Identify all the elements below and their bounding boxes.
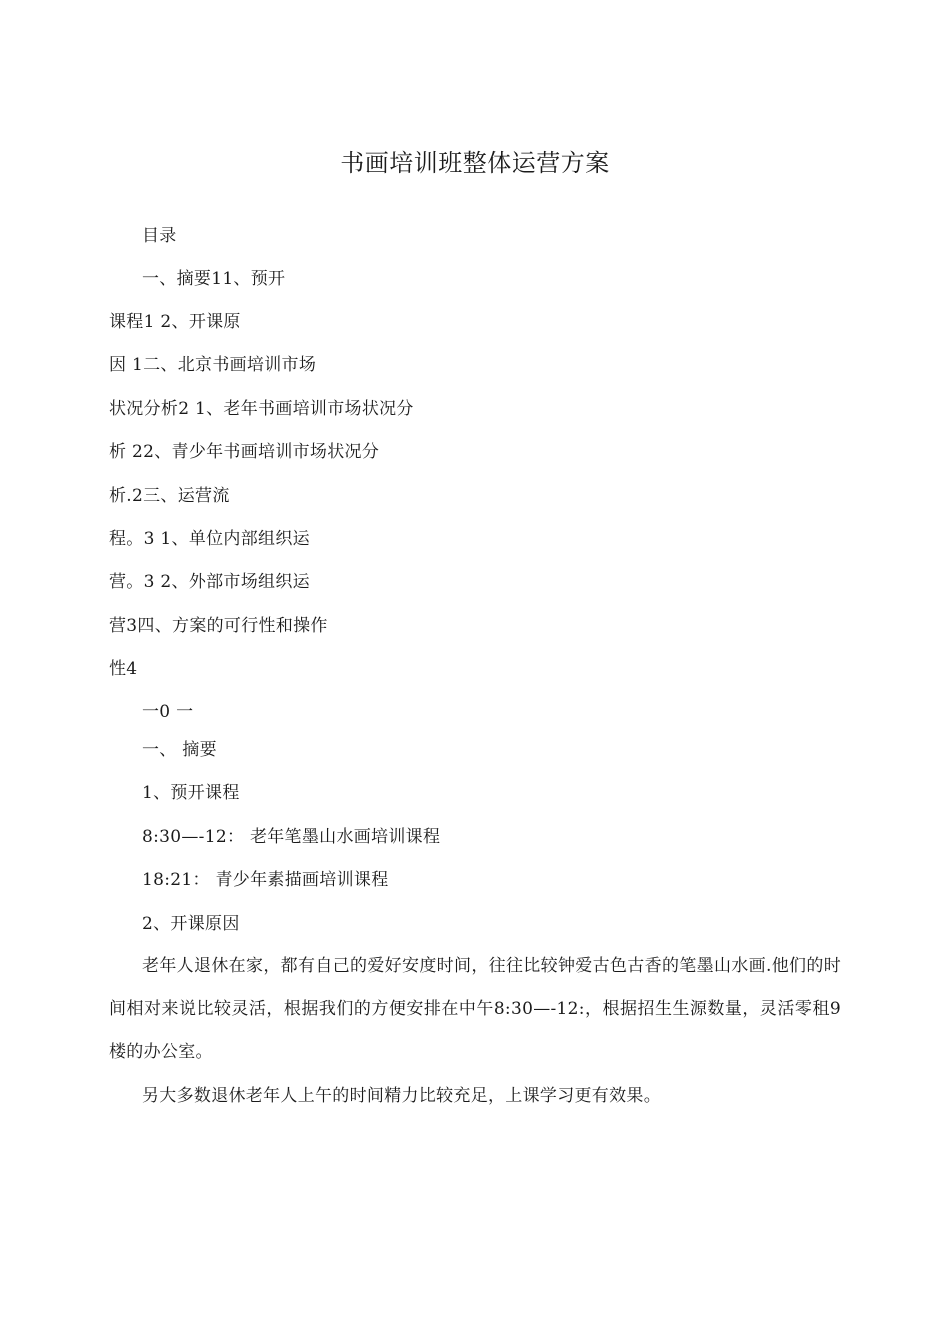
subsection-heading: 1、预开课程 — [142, 783, 240, 803]
toc-line: 析 22、青少年书画培训市场状况分 — [109, 442, 380, 462]
course-line: 18:21： 青少年素描画培训课程 — [142, 870, 389, 890]
document-title: 书画培训班整体运营方案 — [340, 149, 610, 177]
toc-heading: 目录 — [142, 226, 177, 246]
toc-line: 状况分析2 1、老年书画培训市场状况分 — [109, 399, 414, 419]
toc-line: 营3四、方案的可行性和操作 — [109, 616, 328, 636]
subsection-heading: 2、开课原因 — [142, 914, 240, 934]
toc-line: 程。3 1、单位内部组织运 — [109, 529, 310, 549]
toc-line: 营。3 2、外部市场组织运 — [109, 572, 310, 592]
course-line: 8:30—-12： 老年笔墨山水画培训课程 — [142, 827, 441, 847]
toc-line: 因 1二、北京书画培训市场 — [109, 355, 317, 375]
body-paragraph: 老年人退休在家，都有自己的爱好安度时间，往往比较钟爱古色古香的笔墨山水画.他们的时间相对来说比较灵活，根据我们的方便安排在中午8:30—-12:，根据招生生源数量，灵活零租9楼的办公室。 — [109, 956, 841, 1062]
toc-line: 一、摘要11、预开 — [142, 269, 286, 289]
section-heading: 一、 摘要 — [142, 740, 217, 760]
body-paragraph: 另大多数退休老年人上午的时间精力比较充足，上课学习更有效果。 — [142, 1086, 661, 1106]
toc-line: 课程1 2、开课原 — [109, 312, 241, 332]
toc-line: 析.2三、运营流 — [109, 486, 230, 506]
page-marker: 一0 一 — [142, 702, 194, 722]
toc-line: 性4 — [109, 659, 138, 679]
